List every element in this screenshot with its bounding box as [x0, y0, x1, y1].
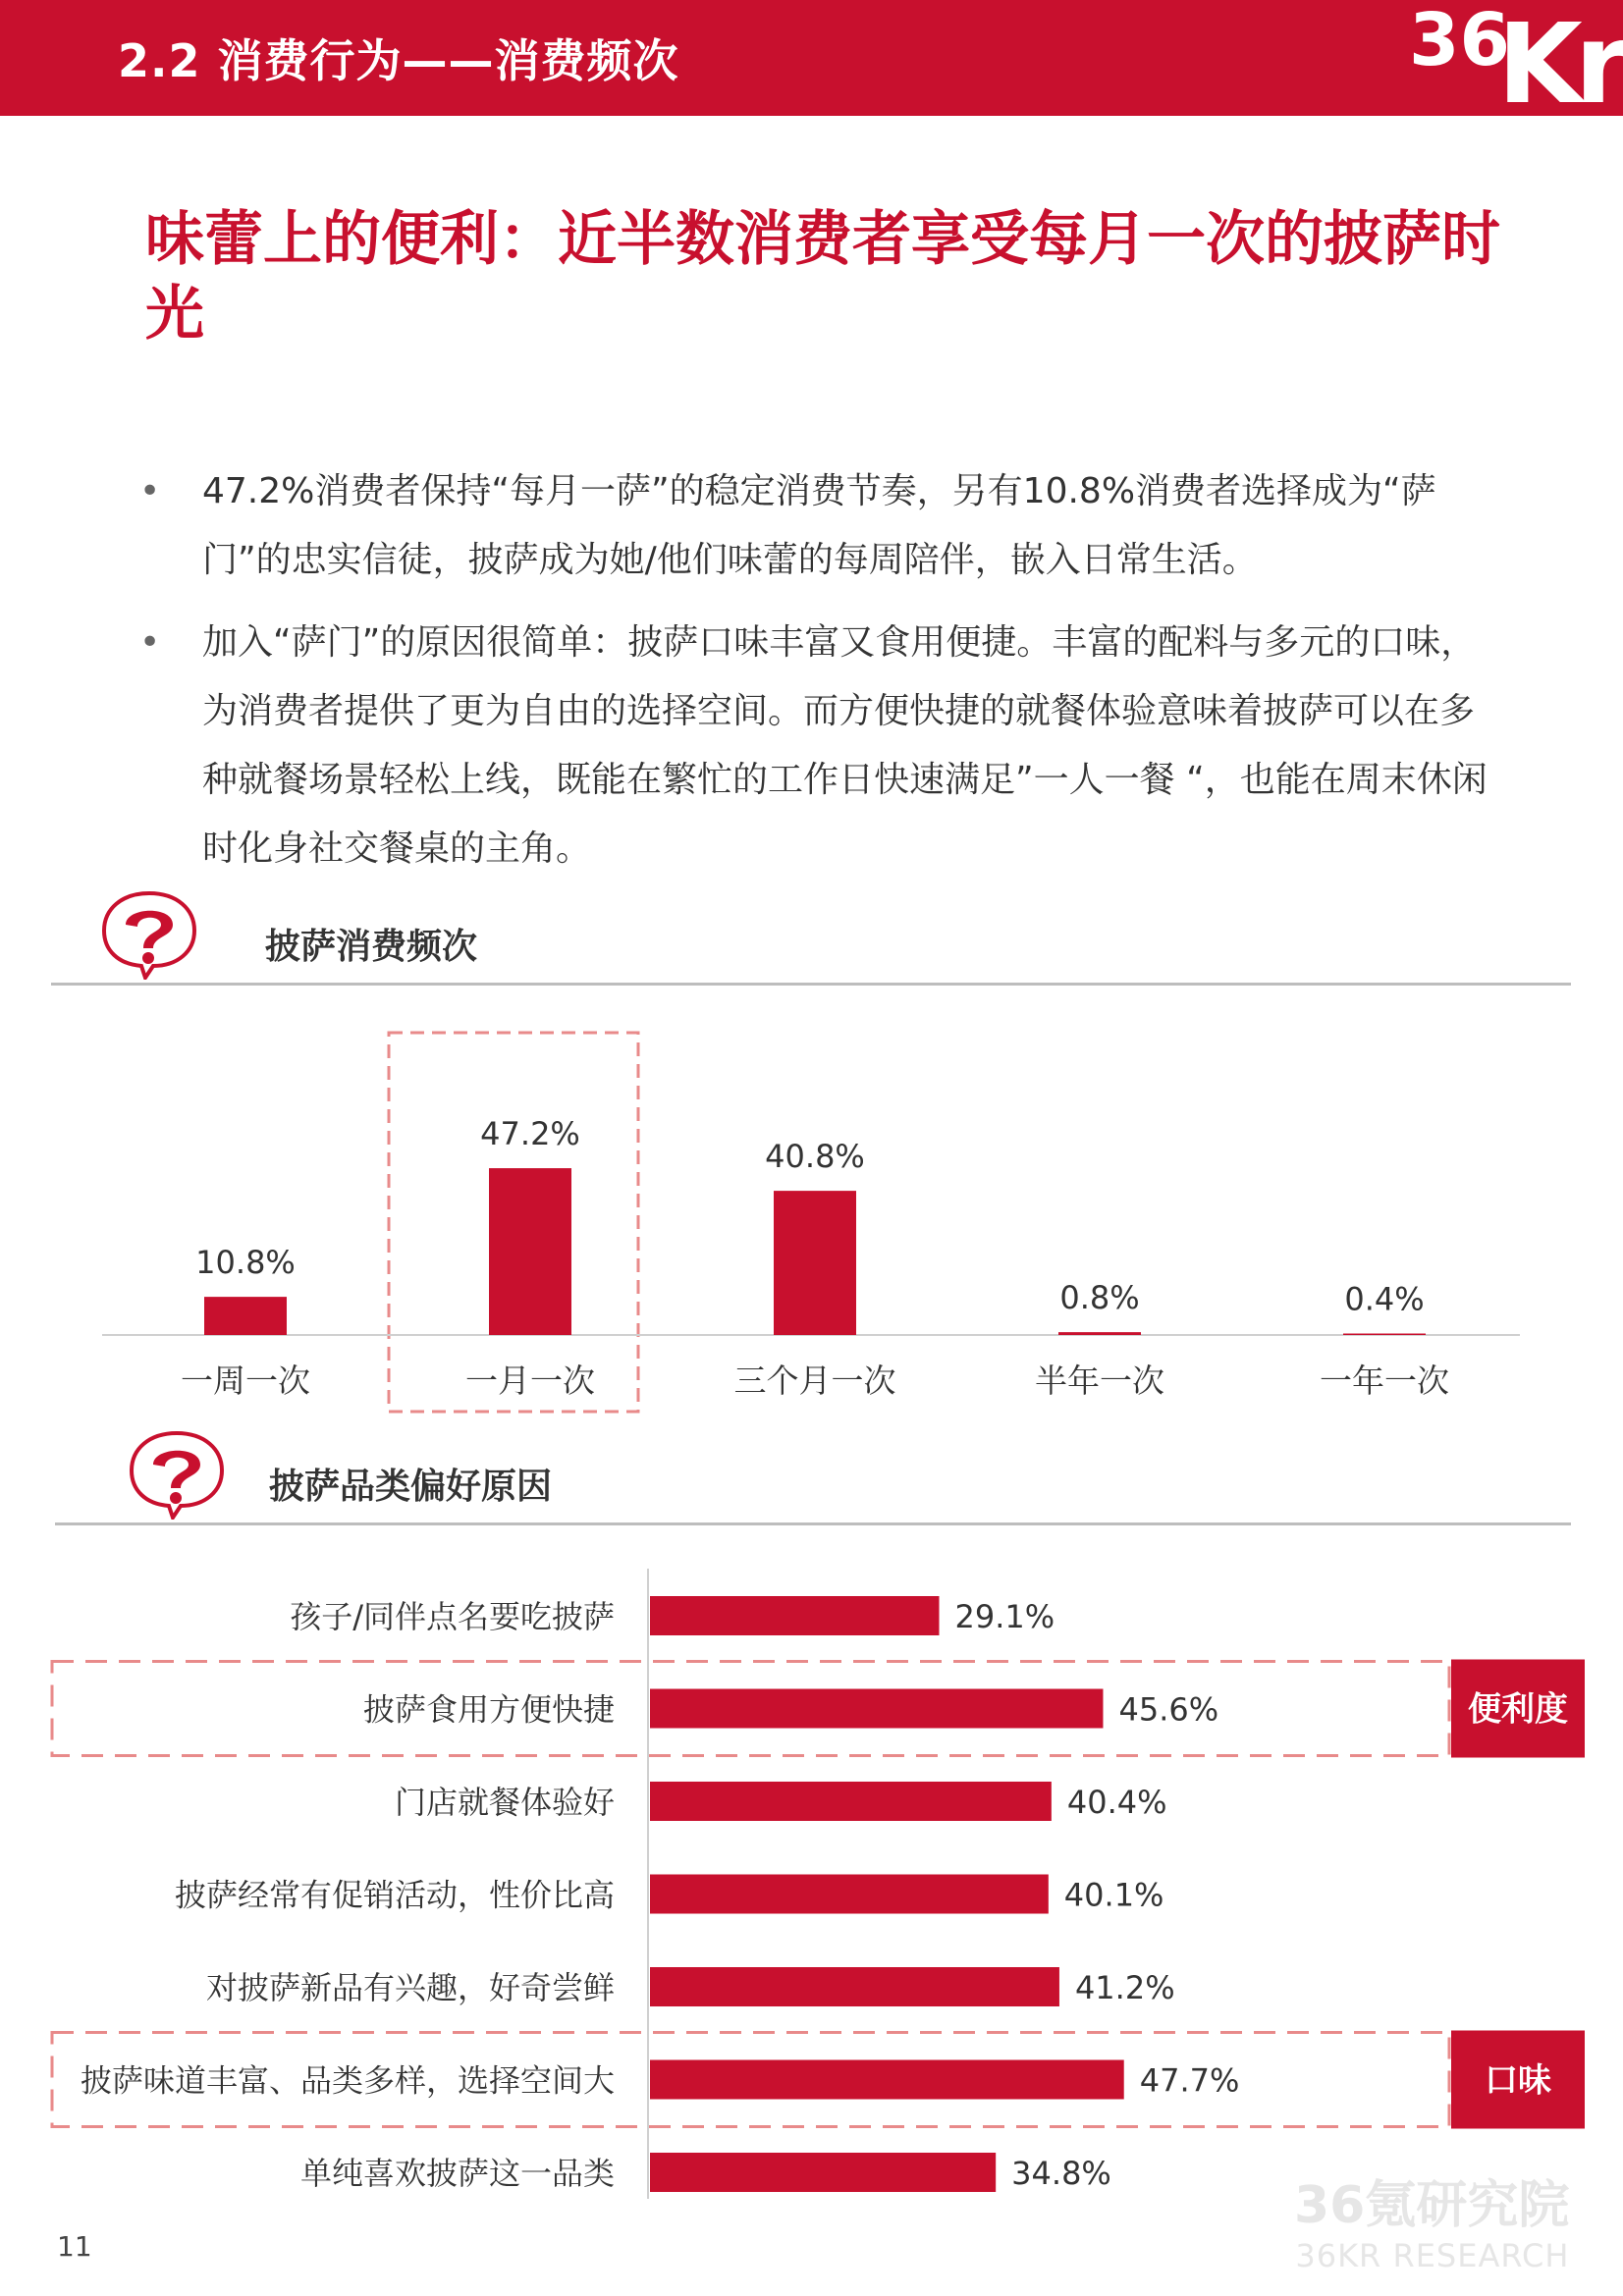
watermark-en: 36KR RESEARCH: [1295, 2237, 1570, 2274]
reason-bar-chart: [0, 1551, 1623, 2199]
callout-label: 便利度: [1468, 1689, 1568, 1730]
x-tick-label: 一年一次: [1320, 1362, 1449, 1400]
bar: [489, 1168, 571, 1335]
x-tick-label: 一周一次: [181, 1362, 310, 1400]
frequency-bar-chart: [0, 1021, 1623, 1433]
watermark-cn: 36氪研究院: [1294, 2176, 1570, 2235]
data-label: 40.4%: [1066, 1784, 1167, 1821]
question-bubble-icon: [126, 1427, 228, 1520]
x-tick-label: 一月一次: [465, 1362, 595, 1400]
y-tick-label: 披萨味道丰富、品类多样，选择空间大: [80, 2061, 615, 2100]
page-headline: 味蕾上的便利：近半数消费者享受每月一次的披萨时光: [145, 205, 1500, 348]
data-label: 0.8%: [1059, 1279, 1140, 1317]
x-tick-label: 半年一次: [1035, 1362, 1164, 1400]
data-label: 40.8%: [765, 1138, 865, 1176]
bullet-item: [135, 609, 1490, 883]
y-tick-label: 对披萨新品有兴趣，好奇尝鲜: [205, 1969, 615, 2006]
y-tick-label: 披萨经常有促销活动，性价比高: [174, 1876, 615, 1914]
bar: [650, 1596, 939, 1635]
y-tick-label: 门店就餐体验好: [394, 1784, 615, 1821]
data-label: 47.2%: [480, 1115, 580, 1153]
bullet-text: 加入“萨门”的原因很简单：披萨口味丰富又食用便捷。丰富的配料与多元的口味，为消费者提供了更为自由的选择空间。而方便快捷的就餐体验意味着披萨可以在多种就餐场景轻松上线，既能在繁忙的工作日快速满足”一人一餐 “，也能在周末休闲时化身社交餐桌的主角。: [202, 622, 1488, 869]
data-label: 10.8%: [195, 1244, 296, 1282]
data-label: 41.2%: [1074, 1969, 1175, 2006]
data-label: 34.8%: [1011, 2155, 1111, 2192]
y-tick-label: 孩子/同伴点名要吃披萨: [290, 1598, 615, 1635]
bar: [650, 2060, 1124, 2100]
brand-logo-36: 36: [1409, 0, 1510, 82]
bar: [650, 2153, 996, 2192]
bullet-dot: •: [139, 622, 161, 663]
data-label: 0.4%: [1344, 1280, 1425, 1318]
bullet-list: [135, 457, 1490, 897]
bar: [1058, 1332, 1141, 1335]
bar: [204, 1297, 287, 1335]
bar: [650, 1875, 1049, 1914]
data-label: 40.1%: [1063, 1876, 1164, 1914]
bar: [650, 1689, 1103, 1729]
watermark: [1294, 2163, 1569, 2274]
y-tick-label: 披萨食用方便快捷: [362, 1690, 615, 1729]
bar: [1343, 1334, 1426, 1336]
section-title: 2.2 消费行为——消费频次: [118, 34, 679, 87]
chart1-divider: [51, 983, 1571, 986]
y-tick-label: 单纯喜欢披萨这一品类: [299, 2155, 615, 2192]
data-label: 29.1%: [954, 1598, 1055, 1635]
chart2-divider: [55, 1522, 1571, 1525]
chart1-title: 披萨消费频次: [265, 927, 478, 967]
bullet-text: 47.2%消费者保持“每月一萨”的稳定消费节奏，另有10.8%消费者选择成为“萨门”的忠实信徒，披萨成为她/他们味蕾的每周陪伴，嵌入日常生活。: [202, 471, 1436, 580]
bullet-dot: •: [139, 471, 161, 511]
callout-label: 口味: [1485, 2060, 1551, 2101]
bar: [650, 1967, 1059, 2006]
bar: [774, 1191, 856, 1335]
bullet-item: [135, 457, 1490, 595]
chart2-title: 披萨品类偏好原因: [269, 1467, 553, 1507]
data-label: 47.7%: [1139, 2061, 1240, 2100]
header-bar: [0, 0, 1623, 129]
x-tick-label: 三个月一次: [733, 1362, 896, 1400]
page-number: 11: [57, 2230, 92, 2263]
data-label: 45.6%: [1118, 1690, 1219, 1729]
question-bubble-icon: [98, 887, 200, 980]
brand-logo-kr: Kr: [1497, 1, 1622, 129]
bar: [650, 1782, 1052, 1821]
